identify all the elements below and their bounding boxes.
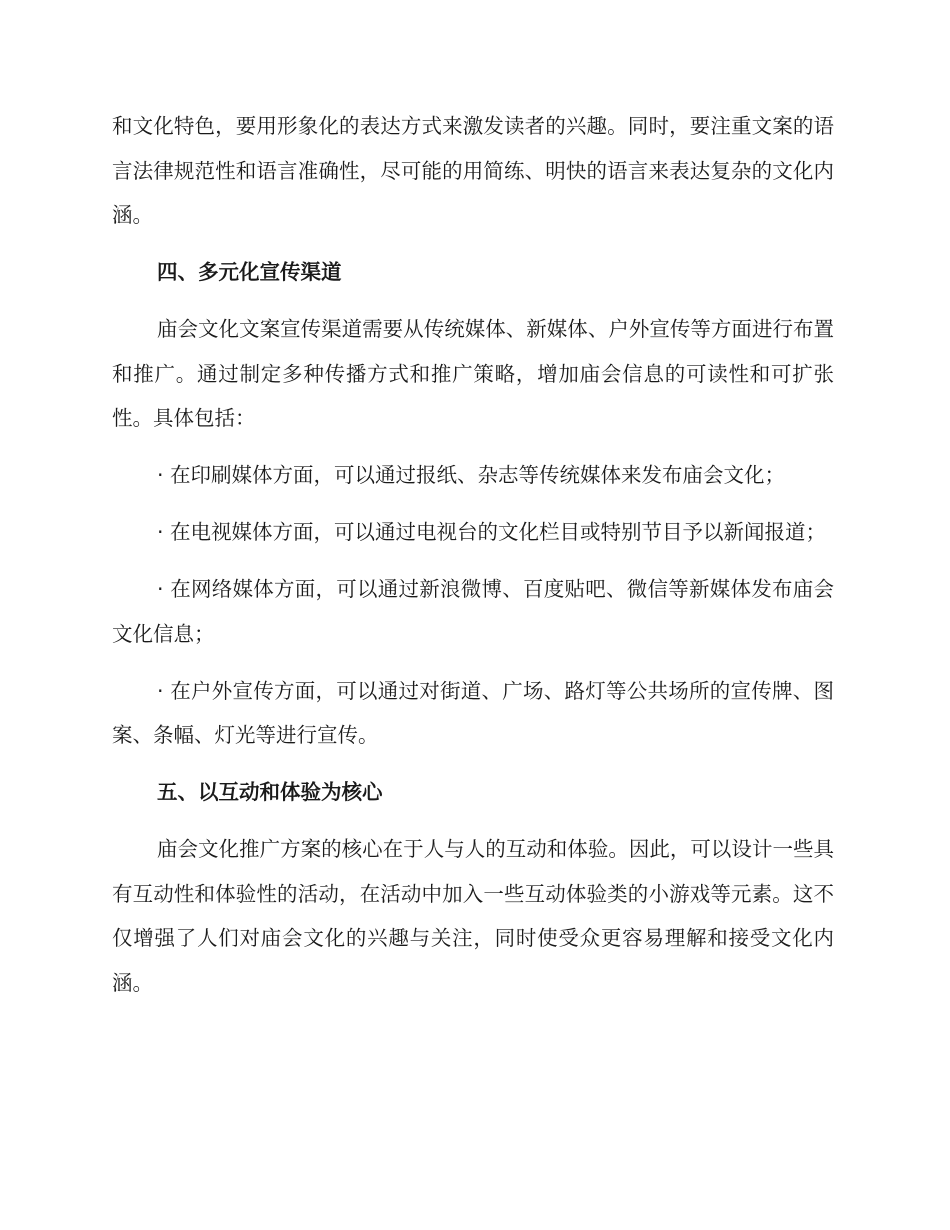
bullet-item-online-media: · 在网络媒体方面，可以通过新浪微博、百度贴吧、微信等新媒体发布庙会文化信息； (112, 577, 834, 646)
spacer (112, 238, 834, 251)
section-5-paragraph: 庙会文化推广方案的核心在于人与人的互动和体验。因此，可以设计一些具有互动性和体验性的活动，在活动中加入一些互动体验类的小游戏等元素。这不仅增强了人们对庙会文化的兴趣与关注，同时使受众更容易理解和接受文化内涵。 (112, 837, 834, 995)
bullet-item-tv-media: · 在电视媒体方面，可以通过电视台的文化栏目或特别节目予以新闻报道； (157, 520, 827, 544)
bullet-item-print-media: · 在印刷媒体方面，可以通过报纸、杂志等传统媒体来发布庙会文化； (157, 463, 786, 487)
section-4-paragraph: 庙会文化文案宣传渠道需要从传统媒体、新媒体、户外宣传等方面进行布置和推广。通过制定多种传播方式和推广策略，增加庙会信息的可读性和可扩张性。具体包括： (112, 317, 834, 430)
section-4-heading: 四、多元化宣传渠道 (157, 260, 342, 284)
bullet-item-outdoor: · 在户外宣传方面，可以通过对街道、广场、路灯等公共场所的宣传牌、图案、条幅、灯光等进行宣传。 (112, 678, 834, 747)
intro-paragraph: 和文化特色，要用形象化的表达方式来激发读者的兴趣。同时，要注重文案的语言法律规范性和语言准确性，尽可能的用简练、明快的语言来表达复杂的文化内涵。 (112, 114, 834, 227)
spacer (112, 656, 834, 669)
spacer (112, 815, 834, 828)
spacer (112, 555, 834, 568)
spacer (112, 758, 834, 771)
spacer (112, 498, 834, 511)
section-5-heading: 五、以互动和体验为核心 (157, 780, 383, 804)
spacer (112, 295, 834, 308)
document-page (112, 104, 834, 1005)
spacer (112, 441, 834, 454)
